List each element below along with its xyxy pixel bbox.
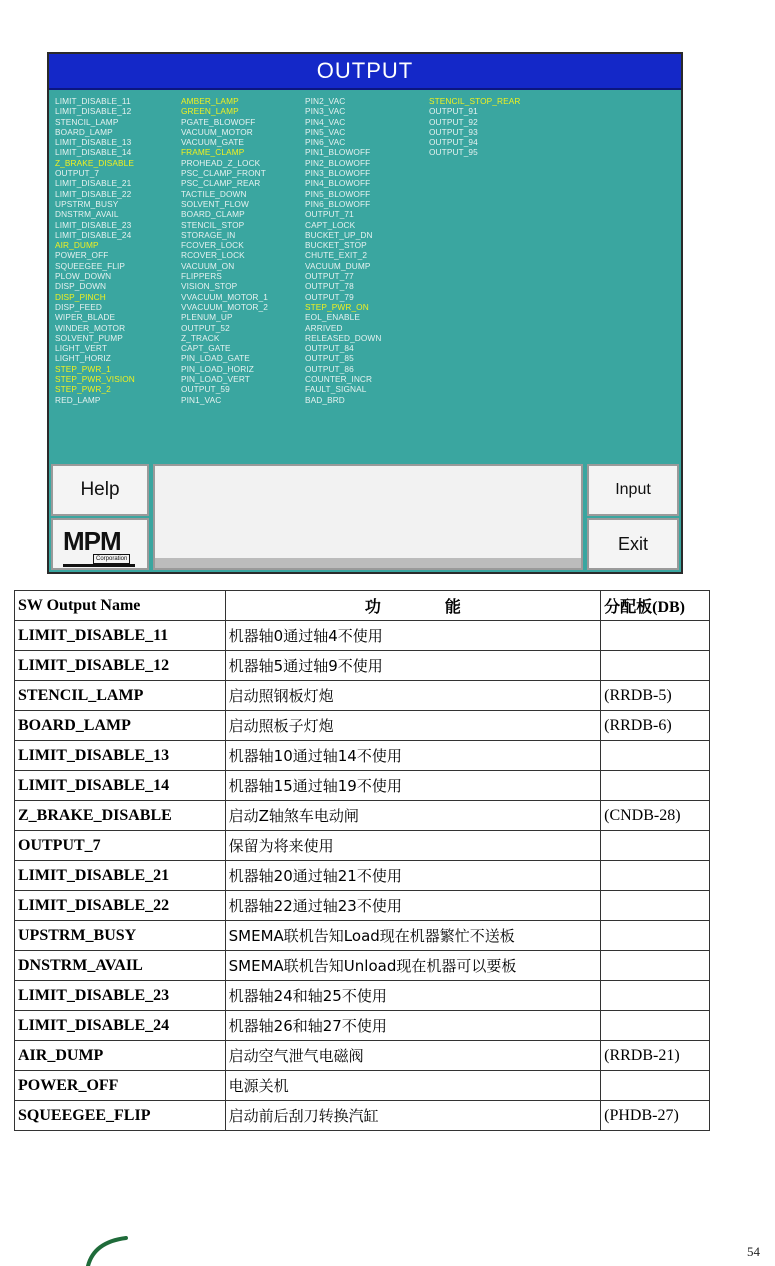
cell-distribution-board [601,771,710,801]
output-item[interactable]: OUTPUT_77 [305,271,354,282]
output-item[interactable]: VACUUM_GATE [181,137,245,148]
cell-function: 机器轴22通过轴23不使用 [225,891,600,921]
output-item[interactable]: OUTPUT_93 [429,126,478,137]
output-item[interactable]: PSC_CLAMP_FRONT [181,168,266,179]
cell-sw-output-name: SQUEEGEE_FLIP [15,1101,226,1131]
output-item[interactable]: PIN6_BLOWOFF [305,198,371,209]
output-item[interactable]: DNSTRM_AVAIL [55,209,119,220]
cell-sw-output-name: LIMIT_DISABLE_22 [15,891,226,921]
output-item[interactable]: OUTPUT_71 [305,209,354,220]
cell-sw-output-name: Z_BRAKE_DISABLE [15,801,226,831]
output-item[interactable]: BUCKET_UP_DN [305,229,373,240]
output-item[interactable]: VACUUM_ON [181,260,235,271]
cell-sw-output-name: LIMIT_DISABLE_23 [15,981,226,1011]
output-item[interactable]: LIMIT_DISABLE_23 [55,219,132,230]
cell-sw-output-name: OUTPUT_7 [15,831,226,861]
cell-function: 机器轴20通过轴21不使用 [225,861,600,891]
output-item[interactable]: CAPT_GATE [181,343,231,354]
cell-function: 启动前后刮刀转换汽缸 [225,1101,600,1131]
output-list [55,96,675,460]
cell-function: 电源关机 [225,1071,600,1101]
output-item[interactable]: OUTPUT_86 [305,363,354,374]
cell-function: 启动空气泄气电磁阀 [225,1041,600,1071]
output-item[interactable]: LIMIT_DISABLE_24 [55,229,132,240]
output-item[interactable]: DISP_FEED [55,301,103,312]
output-item[interactable]: PLOW_DOWN [55,271,112,282]
cell-distribution-board [601,981,710,1011]
output-item[interactable]: VVACUUM_MOTOR_1 [181,291,268,302]
output-item[interactable]: LIMIT_DISABLE_11 [55,96,131,106]
output-item[interactable]: STENCIL_STOP [181,219,245,230]
output-item[interactable]: STEP_PWR_ON [305,301,369,312]
header-distribution-board: 分配板(DB) [601,591,710,621]
table-row [15,1041,710,1071]
output-item[interactable]: PSC_CLAMP_REAR [181,178,261,189]
output-item[interactable]: GREEN_LAMP [181,106,239,117]
message-area-strip [155,558,581,568]
output-item[interactable]: LIMIT_DISABLE_21 [55,178,132,189]
output-item[interactable]: OUTPUT_78 [305,281,354,292]
cell-function: 机器轴15通过轴19不使用 [225,771,600,801]
footer-swoosh-logo [80,1226,140,1266]
screen-button-bar [49,460,681,572]
output-item[interactable]: STORAGE_IN [181,229,236,240]
cell-function: 机器轴24和轴25不使用 [225,981,600,1011]
table-row [15,651,710,681]
output-item[interactable]: OUTPUT_92 [429,116,478,127]
output-item[interactable]: DISP_DOWN [55,281,107,292]
cell-distribution-board [601,891,710,921]
output-item[interactable]: PIN_LOAD_VERT [181,374,250,385]
output-column-4 [429,96,559,158]
output-item[interactable]: PIN_LOAD_HORIZ [181,363,254,374]
cell-sw-output-name: UPSTRM_BUSY [15,921,226,951]
output-item[interactable]: BOARD_LAMP [55,126,113,137]
output-item[interactable]: AIR_DUMP [55,240,99,251]
table-row [15,951,710,981]
output-item[interactable]: RED_LAMP [55,394,101,405]
output-item[interactable]: Z_BRAKE_DISABLE [55,157,134,168]
output-item[interactable]: DISP_PINCH [55,291,106,302]
output-item[interactable]: OUTPUT_94 [429,137,478,148]
cell-sw-output-name: STENCIL_LAMP [15,681,226,711]
output-item[interactable]: PIN3_BLOWOFF [305,168,371,179]
table-row [15,711,710,741]
cell-function: 启动照板子灯炮 [225,711,600,741]
output-screen [47,52,683,574]
table-row [15,741,710,771]
mpm-logo [51,518,149,570]
cell-distribution-board: (RRDB-6) [601,711,710,741]
cell-distribution-board: (RRDB-21) [601,1041,710,1071]
cell-function: 启动照钢板灯炮 [225,681,600,711]
output-column-2 [181,96,311,405]
cell-function: 启动Z轴煞车电动闸 [225,801,600,831]
output-item[interactable]: OUTPUT_95 [429,147,478,158]
table-header-row [15,591,710,621]
message-area [153,464,583,570]
output-column-1 [55,96,185,405]
output-item[interactable]: LIGHT_HORIZ [55,353,111,364]
table-row [15,891,710,921]
output-item[interactable]: SOLVENT_PUMP [55,332,123,343]
table-row [15,681,710,711]
cell-function: 机器轴26和轴27不使用 [225,1011,600,1041]
cell-function: SMEMA联机告知Load现在机器繁忙不送板 [225,921,600,951]
help-button[interactable]: Help [51,464,149,516]
cell-function: 机器轴0通过轴4不使用 [225,621,600,651]
output-item[interactable]: PIN5_BLOWOFF [305,188,371,199]
output-item[interactable]: TACTILE_DOWN [181,188,247,199]
output-item[interactable]: RCOVER_LOCK [181,250,245,261]
sw-output-table [14,590,710,1131]
cell-distribution-board [601,1071,710,1101]
cell-distribution-board [601,951,710,981]
output-item[interactable]: PROHEAD_Z_LOCK [181,157,261,168]
output-item[interactable]: STENCIL_STOP_REAR [429,96,521,106]
input-button[interactable]: Input [587,464,679,516]
cell-distribution-board [601,921,710,951]
table-row [15,621,710,651]
table-row [15,921,710,951]
cell-sw-output-name: DNSTRM_AVAIL [15,951,226,981]
table-row [15,831,710,861]
output-item[interactable]: VACUUM_MOTOR [181,126,253,137]
output-item[interactable]: OUTPUT_79 [305,291,354,302]
output-item[interactable]: PIN_LOAD_GATE [181,353,250,364]
output-item[interactable]: LIMIT_DISABLE_12 [55,106,132,117]
table-row [15,771,710,801]
output-item[interactable]: SOLVENT_FLOW [181,198,249,209]
cell-distribution-board [601,861,710,891]
cell-sw-output-name: AIR_DUMP [15,1041,226,1071]
output-item[interactable]: OUTPUT_52 [181,322,230,333]
output-item[interactable]: LIMIT_DISABLE_13 [55,137,132,148]
table-row [15,801,710,831]
cell-distribution-board [601,1011,710,1041]
output-item[interactable]: STENCIL_LAMP [55,116,119,127]
output-item[interactable]: VACUUM_DUMP [305,260,371,271]
output-item[interactable]: SQUEEGEE_FLIP [55,260,126,271]
output-item[interactable]: LIGHT_VERT [55,343,108,354]
cell-sw-output-name: LIMIT_DISABLE_11 [15,621,226,651]
output-item[interactable]: VISION_STOP [181,281,238,292]
output-item[interactable]: OUTPUT_91 [429,106,478,117]
mpm-logo-letters: MPM [63,526,121,556]
cell-distribution-board [601,651,710,681]
output-item[interactable]: OUTPUT_59 [181,384,230,395]
output-item[interactable]: PIN4_BLOWOFF [305,178,371,189]
output-item[interactable]: STEP_PWR_1 [55,363,111,374]
output-item[interactable]: PIN1_BLOWOFF [305,147,371,158]
cell-function: 机器轴10通过轴14不使用 [225,741,600,771]
output-item[interactable]: BAD_BRD [305,394,345,405]
output-item[interactable]: STEP_PWR_2 [55,384,111,395]
output-item[interactable]: WINDER_MOTOR [55,322,126,333]
output-item[interactable]: POWER_OFF [55,250,109,261]
header-sw-output-name: SW Output Name [15,591,226,621]
output-item[interactable]: LIMIT_DISABLE_22 [55,188,132,199]
header-function: 功 能 [225,591,600,621]
cell-distribution-board [601,621,710,651]
cell-sw-output-name: LIMIT_DISABLE_14 [15,771,226,801]
output-item[interactable]: RELEASED_DOWN [305,332,382,343]
output-item[interactable]: OUTPUT_84 [305,343,354,354]
table-row [15,861,710,891]
output-item[interactable]: ARRIVED [305,322,343,333]
output-item[interactable]: COUNTER_INCR [305,374,373,385]
output-item[interactable]: PIN4_VAC [305,116,346,127]
output-item[interactable]: AMBER_LAMP [181,96,239,106]
output-item[interactable]: LIMIT_DISABLE_14 [55,147,132,158]
cell-distribution-board: (CNDB-28) [601,801,710,831]
output-item[interactable]: PGATE_BLOWOFF [181,116,256,127]
output-item[interactable]: BOARD_CLAMP [181,209,245,220]
output-item[interactable]: PIN2_BLOWOFF [305,157,371,168]
output-column-3 [305,96,435,405]
cell-sw-output-name: POWER_OFF [15,1071,226,1101]
output-item[interactable]: CHUTE_EXIT_2 [305,250,368,261]
table-row [15,1011,710,1041]
output-item[interactable]: OUTPUT_85 [305,353,354,364]
table-body [15,621,710,1131]
output-item[interactable]: PIN1_VAC [181,394,222,405]
output-item[interactable]: FLIPPERS [181,271,222,282]
cell-distribution-board [601,831,710,861]
output-item[interactable]: PIN2_VAC [305,96,346,106]
cell-sw-output-name: LIMIT_DISABLE_21 [15,861,226,891]
mpm-logo-corporation: Corporation [93,554,130,564]
cell-function: 保留为将来使用 [225,831,600,861]
cell-function: SMEMA联机告知Unload现在机器可以要板 [225,951,600,981]
output-item[interactable]: FAULT_SIGNAL [305,384,367,395]
output-item[interactable]: VVACUUM_MOTOR_2 [181,301,268,312]
cell-sw-output-name: LIMIT_DISABLE_24 [15,1011,226,1041]
output-item[interactable]: PIN3_VAC [305,106,346,117]
exit-button[interactable]: Exit [587,518,679,570]
cell-distribution-board: (RRDB-5) [601,681,710,711]
output-item[interactable]: PIN5_VAC [305,126,346,137]
output-item[interactable]: OUTPUT_7 [55,168,100,179]
output-item[interactable]: PLENUM_UP [181,312,233,323]
cell-distribution-board: (PHDB-27) [601,1101,710,1131]
output-item[interactable]: FRAME_CLAMP [181,147,245,158]
output-item[interactable]: WIPER_BLADE [55,312,116,323]
output-item[interactable]: PIN6_VAC [305,137,346,148]
output-item[interactable]: BUCKET_STOP [305,240,367,251]
table-row [15,981,710,1011]
cell-sw-output-name: BOARD_LAMP [15,711,226,741]
output-item[interactable]: Z_TRACK [181,332,220,343]
table-row [15,1071,710,1101]
cell-sw-output-name: LIMIT_DISABLE_12 [15,651,226,681]
page-number: 54 [747,1244,760,1259]
screen-title: OUTPUT [49,54,681,90]
cell-sw-output-name: LIMIT_DISABLE_13 [15,741,226,771]
output-item[interactable]: STEP_PWR_VISION [55,374,135,385]
output-item[interactable]: FCOVER_LOCK [181,240,244,251]
output-item[interactable]: EOL_ENABLE [305,312,360,323]
table-row [15,1101,710,1131]
cell-function: 机器轴5通过轴9不使用 [225,651,600,681]
output-item[interactable]: CAPT_LOCK [305,219,356,230]
mpm-logo-underline [63,564,135,567]
cell-distribution-board [601,741,710,771]
output-item[interactable]: UPSTRM_BUSY [55,198,119,209]
